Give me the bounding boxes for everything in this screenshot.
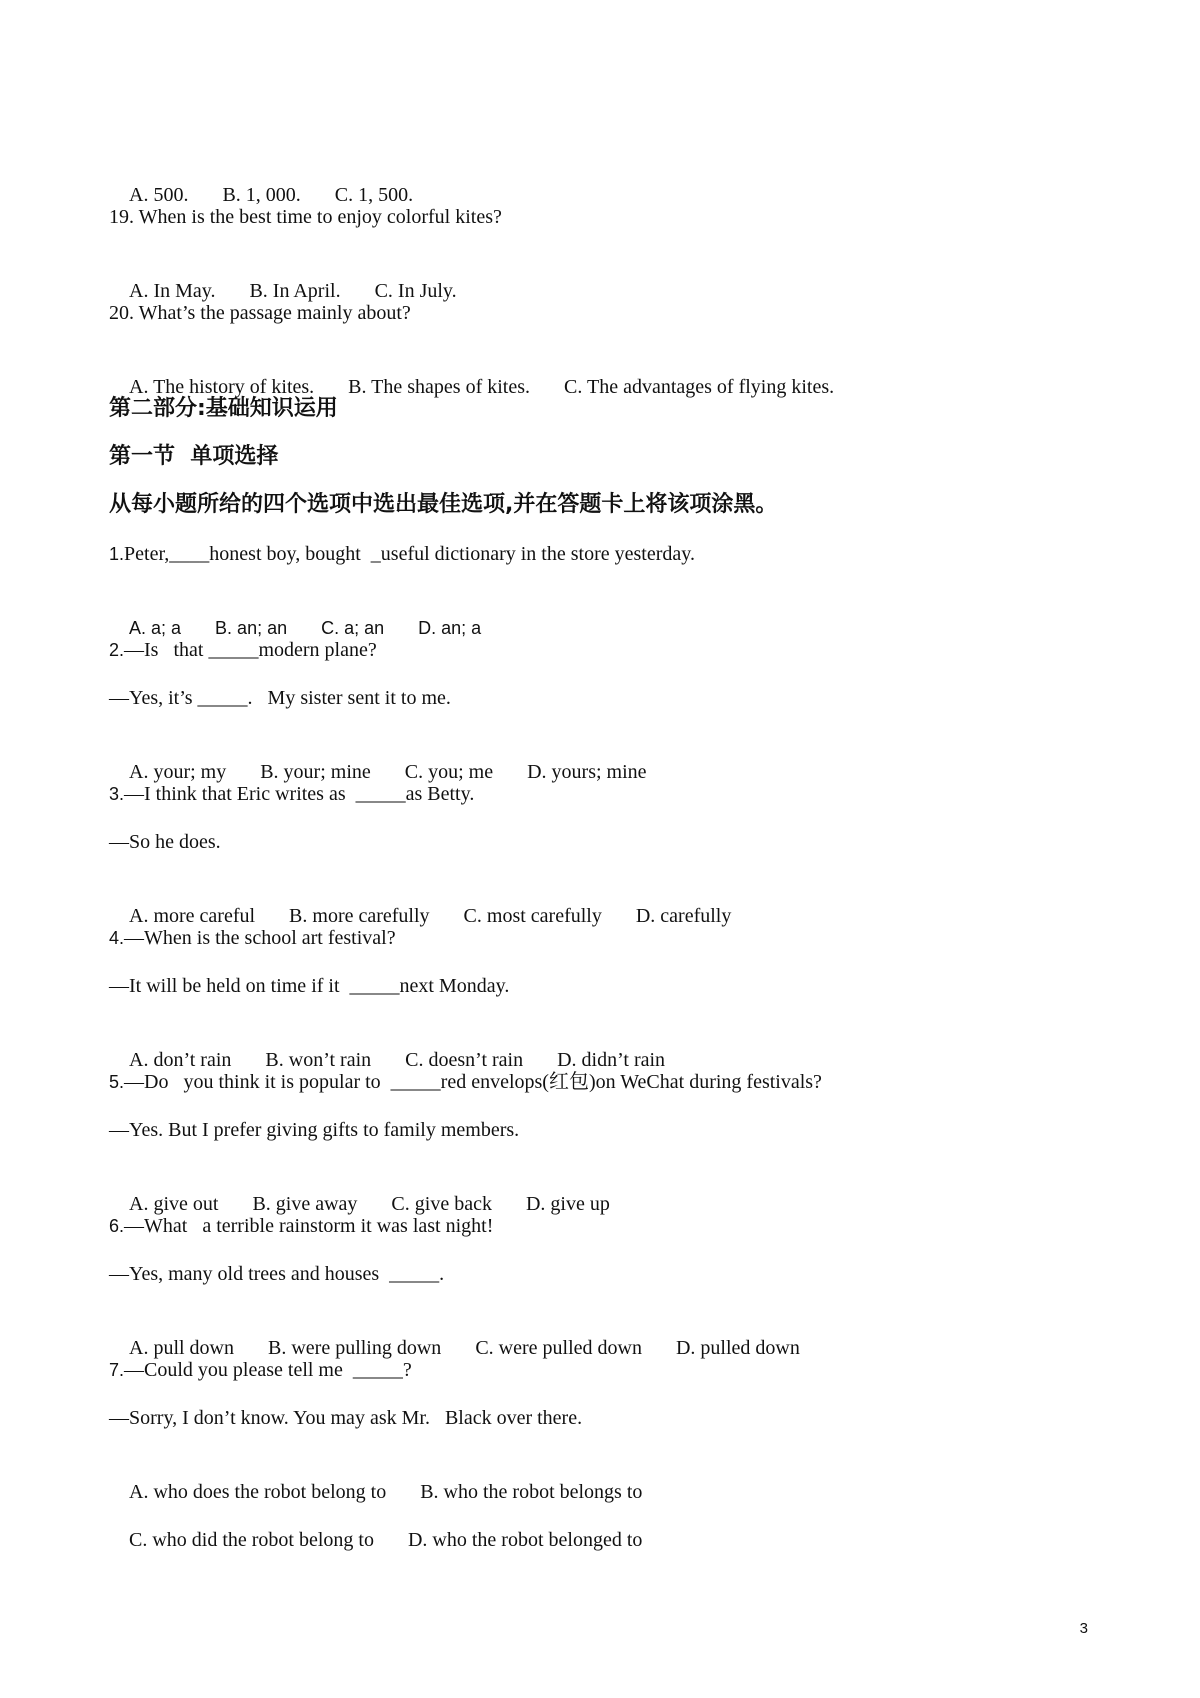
q1-option-d: D. an; a — [418, 618, 482, 638]
q1-option-b: B. an; an — [215, 618, 288, 638]
q5-stem — [109, 1069, 822, 1095]
q6-number: 6. — [109, 1216, 125, 1236]
q3-number: 3. — [109, 784, 125, 804]
q7-option-c: C. who did the robot belong to — [129, 1529, 374, 1551]
q7-option-a: A. who does the robot belong to — [129, 1481, 387, 1503]
q1-option-c: C. a; an — [321, 618, 385, 638]
q7-option-b: B. who the robot belongs to — [420, 1481, 643, 1503]
q1-number: 1. — [109, 544, 125, 564]
q5-option-b: B. give away — [252, 1193, 358, 1215]
instruction: 从每小题所给的四个选项中选出最佳选项,并在答题卡上将该项涂黑。 — [109, 492, 778, 517]
q4-number: 4. — [109, 928, 125, 948]
q2-text: —Is that _____modern plane? — [124, 639, 377, 661]
q2-number: 2. — [109, 640, 125, 660]
q2-reply: —Yes, it’s _____. My sister sent it to me. — [109, 687, 451, 709]
q6-stem — [109, 1213, 493, 1239]
q18-option-c: C. 1, 500. — [334, 184, 414, 206]
q6-option-c: C. were pulled down — [475, 1337, 642, 1359]
page-number: 3 — [1079, 1620, 1088, 1637]
q6-option-d: D. pulled down — [675, 1337, 800, 1359]
q3-option-a: A. more careful — [129, 905, 256, 927]
q5-reply: —Yes. But I prefer giving gifts to family members. — [109, 1119, 520, 1141]
q7-stem — [109, 1357, 412, 1383]
q20-option-c: C. The advantages of flying kites. — [564, 376, 835, 398]
q7-number: 7. — [109, 1360, 125, 1380]
q18-option-b: B. 1, 000. — [222, 184, 301, 206]
q3-stem — [109, 781, 474, 807]
q19-stem: 19. When is the best time to enjoy colorful kites? — [109, 206, 502, 228]
q5-option-d: D. give up — [525, 1193, 610, 1215]
q5-option-c: C. give back — [391, 1193, 492, 1215]
q3-reply: —So he does. — [109, 831, 221, 853]
q6-text: —What a terrible rainstorm it was last night! — [124, 1215, 494, 1237]
q4-option-b: B. won’t rain — [265, 1049, 372, 1071]
q4-text: —When is the school art festival? — [124, 927, 396, 949]
q19-option-a: A. In May. — [129, 280, 216, 302]
q3-option-d: D. carefully — [635, 905, 732, 927]
q1-text: Peter,____honest boy, bought _useful dictionary in the store yesterday. — [124, 543, 695, 565]
part2-title: 第二部分:基础知识运用 — [109, 396, 338, 421]
q3-option-b: B. more carefully — [289, 905, 430, 927]
q2-option-b: B. your; mine — [260, 761, 371, 783]
q1-option-a: A. a; a — [129, 618, 182, 638]
q7-text: —Could you please tell me _____? — [124, 1359, 412, 1381]
q7-option-d: D. who the robot belonged to — [407, 1529, 643, 1551]
q7-reply: —Sorry, I don’t know. You may ask Mr. Black over there. — [109, 1407, 583, 1429]
q2-option-c: C. you; me — [404, 761, 494, 783]
q18-option-a: A. 500. — [129, 184, 189, 206]
q20-option-b: B. The shapes of kites. — [348, 376, 530, 398]
q1-stem — [109, 541, 695, 567]
q7-options-row2 — [109, 1501, 642, 1579]
q2-stem — [109, 637, 377, 663]
q19-option-b: B. In April. — [249, 280, 341, 302]
q5-option-a: A. give out — [129, 1193, 219, 1215]
q4-option-d: D. didn’t rain — [557, 1049, 666, 1071]
q2-option-a: A. your; my — [129, 761, 227, 783]
q4-reply: —It will be held on time if it _____next Monday. — [109, 975, 510, 997]
q3-option-c: C. most carefully — [463, 905, 602, 927]
q6-option-a: A. pull down — [129, 1337, 234, 1359]
q20-stem: 20. What’s the passage mainly about? — [109, 302, 411, 324]
q4-stem — [109, 925, 396, 951]
q5-text: —Do you think it is popular to _____red envelops(红包)on WeChat during festivals? — [124, 1071, 822, 1093]
section1-title: 第一节 单项选择 — [109, 444, 279, 469]
q4-option-c: C. doesn’t rain — [405, 1049, 524, 1071]
q19-option-c: C. In July. — [374, 280, 457, 302]
q3-text: —I think that Eric writes as _____as Betty. — [124, 783, 475, 805]
q2-option-d: D. yours; mine — [527, 761, 647, 783]
q6-reply: —Yes, many old trees and houses _____. — [109, 1263, 445, 1285]
q5-number: 5. — [109, 1072, 125, 1092]
q20-option-a: A. The history of kites. — [129, 376, 315, 398]
q4-option-a: A. don’t rain — [129, 1049, 232, 1071]
q6-option-b: B. were pulling down — [268, 1337, 442, 1359]
